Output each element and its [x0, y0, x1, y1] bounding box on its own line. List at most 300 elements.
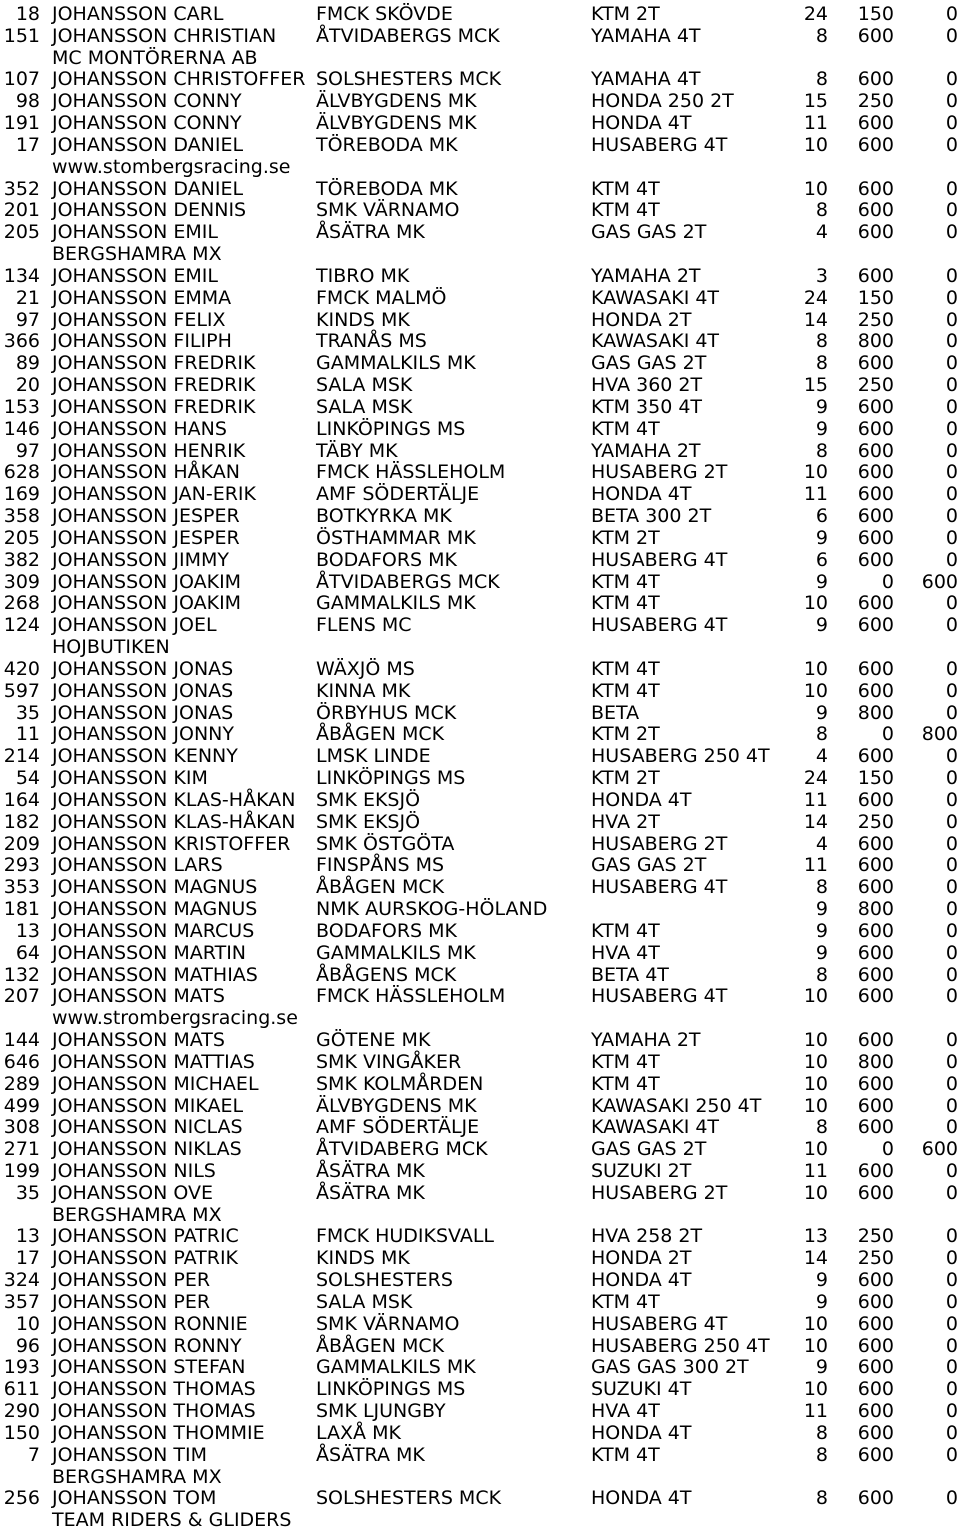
- rider-name: JOHANSSON MIKAEL: [52, 1094, 244, 1117]
- value-b: 600: [857, 592, 894, 615]
- rider-number: 268: [3, 592, 40, 615]
- sponsor-text: www.strombergsracing.se: [52, 1007, 298, 1030]
- entry-row: [0, 505, 960, 527]
- value-b: 600: [857, 1072, 894, 1095]
- value-a: 10: [803, 133, 828, 156]
- rider-number: 64: [15, 941, 40, 964]
- value-a: 10: [803, 1378, 828, 1401]
- entry-row: [0, 592, 960, 614]
- value-a: 10: [803, 1138, 828, 1161]
- value-b: 150: [857, 3, 894, 25]
- entry-row: [0, 898, 960, 920]
- rider-number: 124: [3, 614, 40, 637]
- entry-row: [0, 330, 960, 352]
- entry-row: [0, 942, 960, 964]
- value-b: 600: [857, 1094, 894, 1117]
- entry-row: [0, 1095, 960, 1117]
- value-b: 600: [857, 505, 894, 528]
- rider-number: 205: [3, 526, 40, 549]
- bike-model: GAS GAS 2T: [591, 1138, 707, 1161]
- rider-number: 366: [3, 330, 40, 353]
- value-c: 0: [945, 133, 958, 156]
- value-a: 8: [815, 439, 828, 462]
- bike-model: HUSABERG 4T: [591, 876, 728, 899]
- rider-name: JOHANSSON JOAKIM: [52, 592, 242, 615]
- club-name: BOTKYRKA MK: [316, 505, 452, 528]
- club-name: SMK VÄRNAMO: [316, 199, 460, 222]
- value-c: 0: [945, 3, 958, 25]
- value-b: 600: [857, 679, 894, 702]
- sponsor-line: [0, 636, 960, 658]
- value-c: 0: [945, 1312, 958, 1335]
- value-b: 600: [857, 941, 894, 964]
- value-b: 600: [857, 68, 894, 91]
- value-a: 4: [815, 221, 828, 244]
- value-c: 0: [945, 24, 958, 47]
- rider-number: 256: [3, 1487, 40, 1510]
- club-name: GAMMALKILS MK: [316, 592, 476, 615]
- value-b: 0: [881, 1138, 894, 1161]
- value-a: 15: [803, 90, 828, 113]
- bike-model: SUZUKI 2T: [591, 1159, 692, 1182]
- entry-row: [0, 1029, 960, 1051]
- rider-name: JOHANSSON MARCUS: [52, 919, 255, 942]
- bike-model: KTM 4T: [591, 679, 660, 702]
- rider-name: JOHANSSON KIM: [52, 767, 208, 790]
- club-name: WÄXJÖ MS: [316, 657, 415, 680]
- bike-model: HUSABERG 4T: [591, 133, 728, 156]
- club-name: LINKÖPINGS MS: [316, 417, 466, 440]
- rider-name: JOHANSSON CHRISTOFFER: [52, 68, 306, 91]
- rider-name: JOHANSSON MATHIAS: [52, 963, 258, 986]
- entry-row: [0, 68, 960, 90]
- value-c: 0: [945, 308, 958, 331]
- entry-row: [0, 1051, 960, 1073]
- entry-row: [0, 1269, 960, 1291]
- bike-model: HUSABERG 4T: [591, 1312, 728, 1335]
- rider-name: JOHANSSON DENNIS: [52, 199, 247, 222]
- value-a: 10: [803, 1181, 828, 1204]
- rider-number: 150: [3, 1421, 40, 1444]
- rider-name: JOHANSSON CONNY: [52, 90, 242, 113]
- value-a: 8: [815, 1443, 828, 1466]
- bike-model: GAS GAS 2T: [591, 221, 707, 244]
- rider-number: 271: [3, 1138, 40, 1161]
- value-a: 8: [815, 1487, 828, 1510]
- value-c: 0: [945, 439, 958, 462]
- value-b: 600: [857, 352, 894, 375]
- rider-name: JOHANSSON MATS: [52, 985, 225, 1008]
- sponsor-text: HOJBUTIKEN: [52, 636, 170, 659]
- bike-model: GAS GAS 300 2T: [591, 1356, 749, 1379]
- entry-row: [0, 1356, 960, 1378]
- value-b: 600: [857, 963, 894, 986]
- bike-model: KTM 4T: [591, 1290, 660, 1313]
- value-b: 600: [857, 614, 894, 637]
- bike-model: HONDA 4T: [591, 112, 692, 135]
- entry-row: [0, 1313, 960, 1335]
- rider-number: 132: [3, 963, 40, 986]
- sponsor-line: [0, 47, 960, 69]
- value-c: 0: [945, 1356, 958, 1379]
- rider-number: 98: [15, 90, 40, 113]
- value-a: 24: [803, 3, 828, 25]
- entry-row: [0, 702, 960, 724]
- value-c: 0: [945, 112, 958, 135]
- sponsor-text: MC MONTÖRERNA AB: [52, 46, 258, 69]
- rider-number: 201: [3, 199, 40, 222]
- club-name: ÄLVBYGDENS MK: [316, 1094, 477, 1117]
- rider-number: 13: [15, 919, 40, 942]
- value-b: 600: [857, 745, 894, 768]
- value-c: 0: [945, 417, 958, 440]
- rider-number: 169: [3, 483, 40, 506]
- bike-model: HONDA 4T: [591, 1487, 692, 1510]
- value-b: 150: [857, 286, 894, 309]
- club-name: LINKÖPINGS MS: [316, 1378, 466, 1401]
- rider-number: 191: [3, 112, 40, 135]
- rider-name: JOHANSSON FREDRIK: [52, 395, 256, 418]
- value-c: 0: [945, 614, 958, 637]
- rider-name: JOHANSSON JOAKIM: [52, 570, 242, 593]
- club-name: FMCK HÄSSLEHOLM: [316, 985, 506, 1008]
- rider-number: 209: [3, 832, 40, 855]
- entry-row: [0, 811, 960, 833]
- entry-row: [0, 374, 960, 396]
- club-name: TÖREBODA MK: [316, 133, 458, 156]
- rider-name: JOHANSSON HÅKAN: [52, 461, 241, 484]
- value-a: 24: [803, 767, 828, 790]
- rider-number: 611: [3, 1378, 40, 1401]
- club-name: SMK EKSJÖ: [316, 810, 421, 833]
- value-a: 8: [815, 24, 828, 47]
- value-b: 600: [857, 221, 894, 244]
- bike-model: HONDA 4T: [591, 1421, 692, 1444]
- value-c: 0: [945, 1290, 958, 1313]
- value-c: 0: [945, 898, 958, 921]
- value-b: 600: [857, 24, 894, 47]
- club-name: LAXÅ MK: [316, 1421, 401, 1444]
- rider-number: 146: [3, 417, 40, 440]
- sponsor-text: TEAM RIDERS & GLIDERS: [52, 1509, 292, 1531]
- value-b: 250: [857, 374, 894, 397]
- rider-name: JOHANSSON KLAS-HÅKAN: [52, 788, 296, 811]
- value-b: 600: [857, 788, 894, 811]
- bike-model: KTM 4T: [591, 570, 660, 593]
- value-a: 9: [815, 941, 828, 964]
- rider-name: JOHANSSON MARTIN: [52, 941, 247, 964]
- bike-model: HVA 258 2T: [591, 1225, 703, 1248]
- value-c: 0: [945, 1029, 958, 1051]
- rider-number: 21: [15, 286, 40, 309]
- rider-name: JOHANSSON HANS: [52, 417, 227, 440]
- club-name: SOLSHESTERS MCK: [316, 68, 502, 91]
- club-name: SMK EKSJÖ: [316, 788, 421, 811]
- entry-row: [0, 789, 960, 811]
- value-c: 0: [945, 1269, 958, 1292]
- value-a: 8: [815, 1116, 828, 1139]
- value-c: 0: [945, 1334, 958, 1357]
- bike-model: HVA 2T: [591, 810, 660, 833]
- value-c: 0: [945, 1443, 958, 1466]
- value-a: 9: [815, 526, 828, 549]
- club-name: TIBRO MK: [316, 264, 410, 287]
- bike-model: KTM 2T: [591, 723, 660, 746]
- rider-name: JOHANSSON JESPER: [52, 526, 240, 549]
- value-c: 0: [945, 1094, 958, 1117]
- value-a: 10: [803, 592, 828, 615]
- club-name: FINSPÅNS MS: [316, 854, 445, 877]
- entry-row: [0, 723, 960, 745]
- rider-name: JOHANSSON CHRISTIAN: [52, 24, 277, 47]
- rider-number: 293: [3, 854, 40, 877]
- value-b: 600: [857, 199, 894, 222]
- club-name: SOLSHESTERS MCK: [316, 1487, 502, 1510]
- value-a: 10: [803, 1094, 828, 1117]
- bike-model: KTM 4T: [591, 657, 660, 680]
- entry-row: [0, 854, 960, 876]
- value-c: 0: [945, 963, 958, 986]
- entry-row: [0, 658, 960, 680]
- rider-name: JOHANSSON JONAS: [52, 701, 234, 724]
- value-b: 150: [857, 767, 894, 790]
- entry-row: [0, 1182, 960, 1204]
- entry-row: [0, 418, 960, 440]
- entry-row: [0, 767, 960, 789]
- entry-row: [0, 527, 960, 549]
- bike-model: KTM 350 4T: [591, 395, 703, 418]
- club-name: ÅBÅGEN MCK: [316, 723, 445, 746]
- bike-model: HVA 4T: [591, 1400, 660, 1423]
- value-b: 250: [857, 308, 894, 331]
- rider-number: 107: [3, 68, 40, 91]
- rider-number: 207: [3, 985, 40, 1008]
- sponsor-text: www.stombergsracing.se: [52, 155, 291, 178]
- value-b: 600: [857, 1159, 894, 1182]
- club-name: FLENS MC: [316, 614, 412, 637]
- club-name: SOLSHESTERS: [316, 1269, 453, 1292]
- entry-row: [0, 178, 960, 200]
- club-name: ÅSÄTRA MK: [316, 1181, 425, 1204]
- entry-row: [0, 352, 960, 374]
- club-name: ÄLVBYGDENS MK: [316, 112, 477, 135]
- rider-number: 214: [3, 745, 40, 768]
- entry-row: [0, 920, 960, 942]
- value-b: 600: [857, 1181, 894, 1204]
- rider-name: JOHANSSON THOMMIE: [52, 1421, 265, 1444]
- value-b: 600: [857, 1378, 894, 1401]
- value-a: 10: [803, 679, 828, 702]
- bike-model: HUSABERG 250 4T: [591, 745, 770, 768]
- value-a: 8: [815, 199, 828, 222]
- value-a: 10: [803, 1334, 828, 1357]
- value-b: 600: [857, 1290, 894, 1313]
- value-c: 0: [945, 745, 958, 768]
- sponsor-text: BERGSHAMRA MX: [52, 1203, 222, 1226]
- value-b: 600: [857, 526, 894, 549]
- value-a: 11: [803, 1400, 828, 1423]
- rider-name: JOHANSSON JIMMY: [52, 548, 229, 571]
- rider-number: 7: [27, 1443, 40, 1466]
- entry-row: [0, 221, 960, 243]
- entry-row: [0, 1116, 960, 1138]
- value-c: 0: [945, 199, 958, 222]
- rider-name: JOHANSSON TOM: [52, 1487, 217, 1510]
- rider-number: 35: [15, 1181, 40, 1204]
- entry-row: [0, 1138, 960, 1160]
- value-b: 600: [857, 1400, 894, 1423]
- value-b: 600: [857, 461, 894, 484]
- value-c: 0: [945, 592, 958, 615]
- rider-number: 289: [3, 1072, 40, 1095]
- value-b: 600: [857, 177, 894, 200]
- rider-number: 182: [3, 810, 40, 833]
- value-a: 9: [815, 701, 828, 724]
- entry-row: [0, 745, 960, 767]
- bike-model: KTM 4T: [591, 177, 660, 200]
- bike-model: GAS GAS 2T: [591, 854, 707, 877]
- rider-name: JOHANSSON KRISTOFFER: [52, 832, 291, 855]
- value-c: 0: [945, 1159, 958, 1182]
- rider-number: 17: [15, 1247, 40, 1270]
- rider-name: JOHANSSON MATS: [52, 1029, 225, 1051]
- entry-row: [0, 3, 960, 25]
- entry-row: [0, 90, 960, 112]
- value-b: 600: [857, 439, 894, 462]
- rider-number: 134: [3, 264, 40, 287]
- value-a: 9: [815, 898, 828, 921]
- rider-name: JOHANSSON MATTIAS: [52, 1050, 255, 1073]
- value-b: 600: [857, 876, 894, 899]
- value-b: 250: [857, 90, 894, 113]
- sponsor-line: [0, 243, 960, 265]
- value-a: 9: [815, 1290, 828, 1313]
- rider-number: 20: [15, 374, 40, 397]
- entry-row: [0, 1378, 960, 1400]
- value-c: 0: [945, 1072, 958, 1095]
- rider-number: 193: [3, 1356, 40, 1379]
- bike-model: KTM 2T: [591, 767, 660, 790]
- club-name: KINDS MK: [316, 1247, 410, 1270]
- value-b: 600: [857, 1487, 894, 1510]
- club-name: FMCK HUDIKSVALL: [316, 1225, 494, 1248]
- value-b: 600: [857, 832, 894, 855]
- bike-model: BETA: [591, 701, 640, 724]
- bike-model: HVA 360 2T: [591, 374, 703, 397]
- value-a: 10: [803, 1312, 828, 1335]
- rider-name: JOHANSSON THOMAS: [52, 1378, 256, 1401]
- value-a: 14: [803, 810, 828, 833]
- rider-name: JOHANSSON THOMAS: [52, 1400, 256, 1423]
- bike-model: KTM 4T: [591, 1050, 660, 1073]
- value-a: 10: [803, 1029, 828, 1051]
- value-a: 8: [815, 330, 828, 353]
- value-a: 10: [803, 657, 828, 680]
- value-b: 600: [857, 1334, 894, 1357]
- value-c: 600: [921, 1138, 958, 1161]
- value-b: 0: [881, 723, 894, 746]
- value-b: 600: [857, 919, 894, 942]
- value-a: 10: [803, 461, 828, 484]
- value-b: 600: [857, 1116, 894, 1139]
- value-c: 0: [945, 1487, 958, 1510]
- value-a: 9: [815, 570, 828, 593]
- value-a: 9: [815, 614, 828, 637]
- rider-number: 499: [3, 1094, 40, 1117]
- rider-name: JOHANSSON LARS: [52, 854, 223, 877]
- rider-number: 628: [3, 461, 40, 484]
- value-b: 600: [857, 133, 894, 156]
- value-a: 3: [815, 264, 828, 287]
- bike-model: SUZUKI 4T: [591, 1378, 692, 1401]
- rider-name: JOHANSSON KLAS-HÅKAN: [52, 810, 296, 833]
- club-name: TÖREBODA MK: [316, 177, 458, 200]
- rider-name: JOHANSSON PER: [52, 1290, 211, 1313]
- club-name: GAMMALKILS MK: [316, 352, 476, 375]
- rider-number: 597: [3, 679, 40, 702]
- value-c: 0: [945, 832, 958, 855]
- bike-model: GAS GAS 2T: [591, 352, 707, 375]
- rider-name: JOHANSSON TIM: [52, 1443, 207, 1466]
- bike-model: HONDA 2T: [591, 308, 692, 331]
- rider-name: JOHANSSON FREDRIK: [52, 374, 256, 397]
- value-c: 0: [945, 177, 958, 200]
- rider-name: JOHANSSON PATRIC: [52, 1225, 239, 1248]
- value-c: 0: [945, 657, 958, 680]
- rider-name: JOHANSSON JONNY: [52, 723, 234, 746]
- club-name: LMSK LINDE: [316, 745, 431, 768]
- entry-row: [0, 1073, 960, 1095]
- value-c: 0: [945, 68, 958, 91]
- value-c: 0: [945, 919, 958, 942]
- rider-name: JOHANSSON JONAS: [52, 679, 234, 702]
- club-name: FMCK HÄSSLEHOLM: [316, 461, 506, 484]
- rider-name: JOHANSSON FELIX: [52, 308, 226, 331]
- value-b: 600: [857, 417, 894, 440]
- bike-model: HUSABERG 4T: [591, 548, 728, 571]
- value-c: 0: [945, 505, 958, 528]
- club-name: AMF SÖDERTÄLJE: [316, 1116, 480, 1139]
- bike-model: HUSABERG 2T: [591, 461, 728, 484]
- entry-row: [0, 1400, 960, 1422]
- rider-name: JOHANSSON MICHAEL: [52, 1072, 259, 1095]
- value-b: 600: [857, 1312, 894, 1335]
- club-name: ÅTVIDABERGS MCK: [316, 24, 500, 47]
- rider-number: 18: [15, 3, 40, 25]
- value-a: 8: [815, 68, 828, 91]
- club-name: SMK ÖSTGÖTA: [316, 832, 455, 855]
- rider-number: 96: [15, 1334, 40, 1357]
- sponsor-text: BERGSHAMRA MX: [52, 1465, 222, 1488]
- rider-name: JOHANSSON EMMA: [52, 286, 232, 309]
- value-c: 0: [945, 1421, 958, 1444]
- value-c: 0: [945, 810, 958, 833]
- rider-name: JOHANSSON RONNIE: [52, 1312, 248, 1335]
- rider-name: JOHANSSON DANIEL: [52, 177, 244, 200]
- value-c: 0: [945, 395, 958, 418]
- bike-model: KTM 4T: [591, 1443, 660, 1466]
- bike-model: KTM 4T: [591, 919, 660, 942]
- rider-name: JOHANSSON JESPER: [52, 505, 240, 528]
- rider-name: JOHANSSON JAN-ERIK: [52, 483, 256, 506]
- rider-name: JOHANSSON JOEL: [52, 614, 217, 637]
- value-a: 11: [803, 854, 828, 877]
- value-a: 6: [815, 548, 828, 571]
- value-c: 0: [945, 1378, 958, 1401]
- value-b: 250: [857, 1247, 894, 1270]
- club-name: ÖSTHAMMAR MK: [316, 526, 476, 549]
- rider-number: 358: [3, 505, 40, 528]
